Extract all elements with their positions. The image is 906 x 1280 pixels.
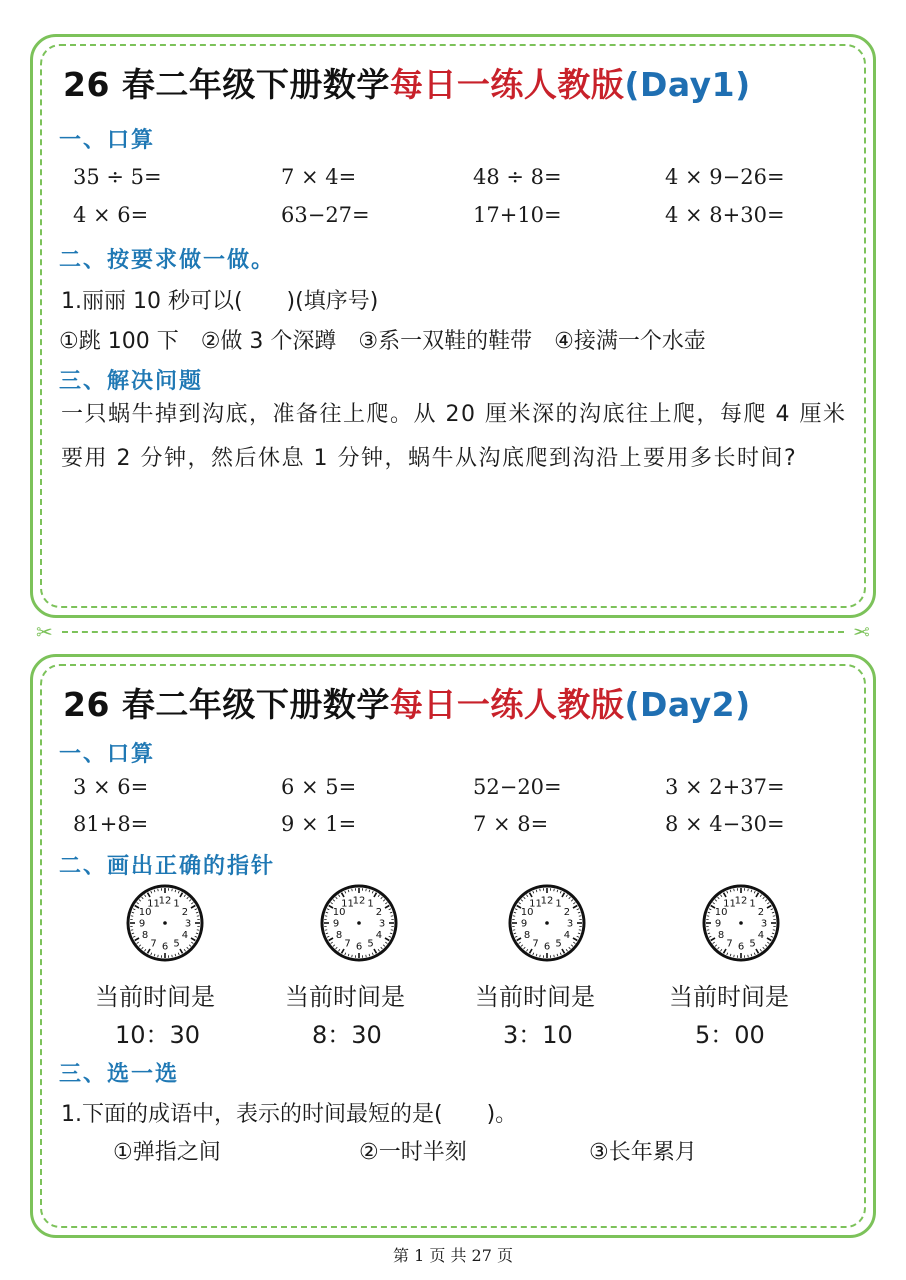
day1-title-day: (Day1) bbox=[624, 65, 751, 104]
svg-text:9: 9 bbox=[714, 918, 722, 930]
svg-text:11: 11 bbox=[529, 898, 542, 910]
svg-text:9: 9 bbox=[332, 918, 340, 930]
day1-calc-5: 4 × 6= bbox=[73, 203, 149, 227]
svg-text:8: 8 bbox=[141, 930, 149, 941]
day1-calc-1: 35 ÷ 5= bbox=[73, 165, 162, 189]
svg-text:3: 3 bbox=[760, 918, 768, 930]
day1-calc-7: 17+10= bbox=[473, 203, 562, 227]
day2-question-1: 1.下面的成语中，表示的时间最短的是( )。 bbox=[61, 1102, 518, 1127]
clock-face-icon[interactable] bbox=[507, 883, 587, 963]
svg-text:6: 6 bbox=[737, 941, 745, 953]
svg-text:2: 2 bbox=[375, 907, 383, 918]
svg-text:9: 9 bbox=[520, 918, 528, 930]
svg-text:11: 11 bbox=[341, 898, 354, 910]
svg-text:8: 8 bbox=[717, 930, 725, 941]
svg-text:7: 7 bbox=[150, 938, 157, 950]
svg-text:6: 6 bbox=[161, 941, 169, 953]
day1-title-highlight: 每日一练人教版 bbox=[389, 65, 625, 104]
svg-text:3: 3 bbox=[566, 918, 574, 930]
clock-face-icon[interactable] bbox=[701, 883, 781, 963]
svg-text:4: 4 bbox=[181, 930, 189, 941]
day1-section-solve: 三、解决问题 bbox=[59, 369, 204, 394]
day1-card bbox=[30, 34, 876, 618]
svg-text:7: 7 bbox=[532, 938, 539, 950]
day2-option-3: ③长年累月 bbox=[589, 1140, 697, 1165]
day1-question-1-options: ①跳 100 下 ②做 3 个深蹲 ③系一双鞋的鞋带 ④接满一个水壶 bbox=[59, 329, 706, 354]
day1-calc-3: 48 ÷ 8= bbox=[473, 165, 562, 189]
svg-text:10: 10 bbox=[138, 907, 152, 918]
day2-calc-4: 3 × 2+37= bbox=[665, 775, 785, 799]
cut-dashed-line bbox=[62, 631, 844, 633]
svg-text:4: 4 bbox=[563, 930, 571, 941]
day1-problem: 一只蜗牛掉到沟底，准备往上爬。从 20 厘米深的沟底往上爬，每爬 4 厘米要用 2 分钟，然后休息 1 分钟，蜗牛从沟底爬到沟沿上要用多长时间? bbox=[61, 402, 847, 471]
day2-title bbox=[63, 679, 751, 726]
day1-title-main: 26 春二年级下册数学 bbox=[63, 65, 390, 104]
day2-title-main: 26 春二年级下册数学 bbox=[63, 685, 390, 724]
svg-text:7: 7 bbox=[344, 938, 351, 950]
clock-time-2: 8：30 bbox=[312, 1021, 382, 1049]
svg-text:3: 3 bbox=[184, 918, 192, 930]
clock-label-2: 当前时间是 bbox=[285, 983, 405, 1011]
svg-text:6: 6 bbox=[355, 941, 363, 953]
day2-calc-8: 8 × 4−30= bbox=[665, 812, 785, 836]
day2-section-clock: 二、画出正确的指针 bbox=[59, 854, 276, 879]
svg-text:7: 7 bbox=[726, 938, 733, 950]
day1-calc-2: 7 × 4= bbox=[281, 165, 357, 189]
day1-section-task: 二、按要求做一做。 bbox=[59, 248, 276, 273]
day2-section-choose: 三、选一选 bbox=[59, 1062, 180, 1087]
svg-text:8: 8 bbox=[335, 930, 343, 941]
svg-text:4: 4 bbox=[375, 930, 383, 941]
day1-question-1: 1.丽丽 10 秒可以( )(填序号) bbox=[61, 289, 379, 314]
svg-text:1: 1 bbox=[173, 898, 180, 910]
day2-calc-3: 52−20= bbox=[473, 775, 562, 799]
svg-text:12: 12 bbox=[540, 895, 554, 907]
day2-title-highlight: 每日一练人教版 bbox=[389, 685, 625, 724]
svg-text:2: 2 bbox=[757, 907, 765, 918]
page-footer: 第 1 页 共 27 页 bbox=[393, 1246, 513, 1265]
day2-option-1: ①弹指之间 bbox=[113, 1140, 221, 1165]
day2-title-day: (Day2) bbox=[624, 685, 751, 724]
svg-text:12: 12 bbox=[734, 895, 748, 907]
clock-time-1: 10：30 bbox=[115, 1021, 201, 1049]
scissors-icon: ✂ bbox=[36, 620, 53, 644]
day2-calc-2: 6 × 5= bbox=[281, 775, 357, 799]
clock-face-icon[interactable] bbox=[319, 883, 399, 963]
day2-calc-7: 7 × 8= bbox=[473, 812, 549, 836]
day2-calc-6: 9 × 1= bbox=[281, 812, 357, 836]
svg-text:10: 10 bbox=[332, 907, 346, 918]
day1-section-oral: 一、口算 bbox=[59, 128, 156, 153]
svg-text:8: 8 bbox=[523, 930, 531, 941]
svg-text:9: 9 bbox=[138, 918, 146, 930]
day2-calc-1: 3 × 6= bbox=[73, 775, 149, 799]
day1-calc-8: 4 × 8+30= bbox=[665, 203, 785, 227]
clock-time-3: 3：10 bbox=[503, 1021, 573, 1049]
day1-calc-6: 63−27= bbox=[281, 203, 370, 227]
svg-text:5: 5 bbox=[367, 938, 374, 950]
day2-card bbox=[30, 654, 876, 1238]
svg-text:1: 1 bbox=[367, 898, 374, 910]
clock-face-icon[interactable] bbox=[125, 883, 205, 963]
clock-label-3: 当前时间是 bbox=[475, 983, 595, 1011]
svg-text:5: 5 bbox=[173, 938, 180, 950]
svg-text:11: 11 bbox=[723, 898, 736, 910]
svg-text:3: 3 bbox=[378, 918, 386, 930]
clock-label-4: 当前时间是 bbox=[669, 983, 789, 1011]
svg-text:10: 10 bbox=[520, 907, 534, 918]
svg-text:6: 6 bbox=[543, 941, 551, 953]
day1-title bbox=[63, 59, 751, 106]
svg-text:10: 10 bbox=[714, 907, 728, 918]
scissors-icon: ✂ bbox=[853, 620, 870, 644]
svg-text:2: 2 bbox=[181, 907, 189, 918]
svg-text:5: 5 bbox=[749, 938, 756, 950]
clock-label-1: 当前时间是 bbox=[95, 983, 215, 1011]
svg-text:5: 5 bbox=[555, 938, 562, 950]
svg-text:12: 12 bbox=[158, 895, 172, 907]
day2-section-oral: 一、口算 bbox=[59, 742, 156, 767]
svg-text:11: 11 bbox=[147, 898, 160, 910]
day2-option-2: ②一时半刻 bbox=[359, 1140, 467, 1165]
cut-line bbox=[36, 622, 870, 642]
svg-text:2: 2 bbox=[563, 907, 571, 918]
svg-text:1: 1 bbox=[555, 898, 562, 910]
svg-text:1: 1 bbox=[749, 898, 756, 910]
day2-calc-5: 81+8= bbox=[73, 812, 149, 836]
svg-text:12: 12 bbox=[352, 895, 366, 907]
clock-time-4: 5：00 bbox=[695, 1021, 765, 1049]
day1-calc-4: 4 × 9−26= bbox=[665, 165, 785, 189]
svg-text:4: 4 bbox=[757, 930, 765, 941]
